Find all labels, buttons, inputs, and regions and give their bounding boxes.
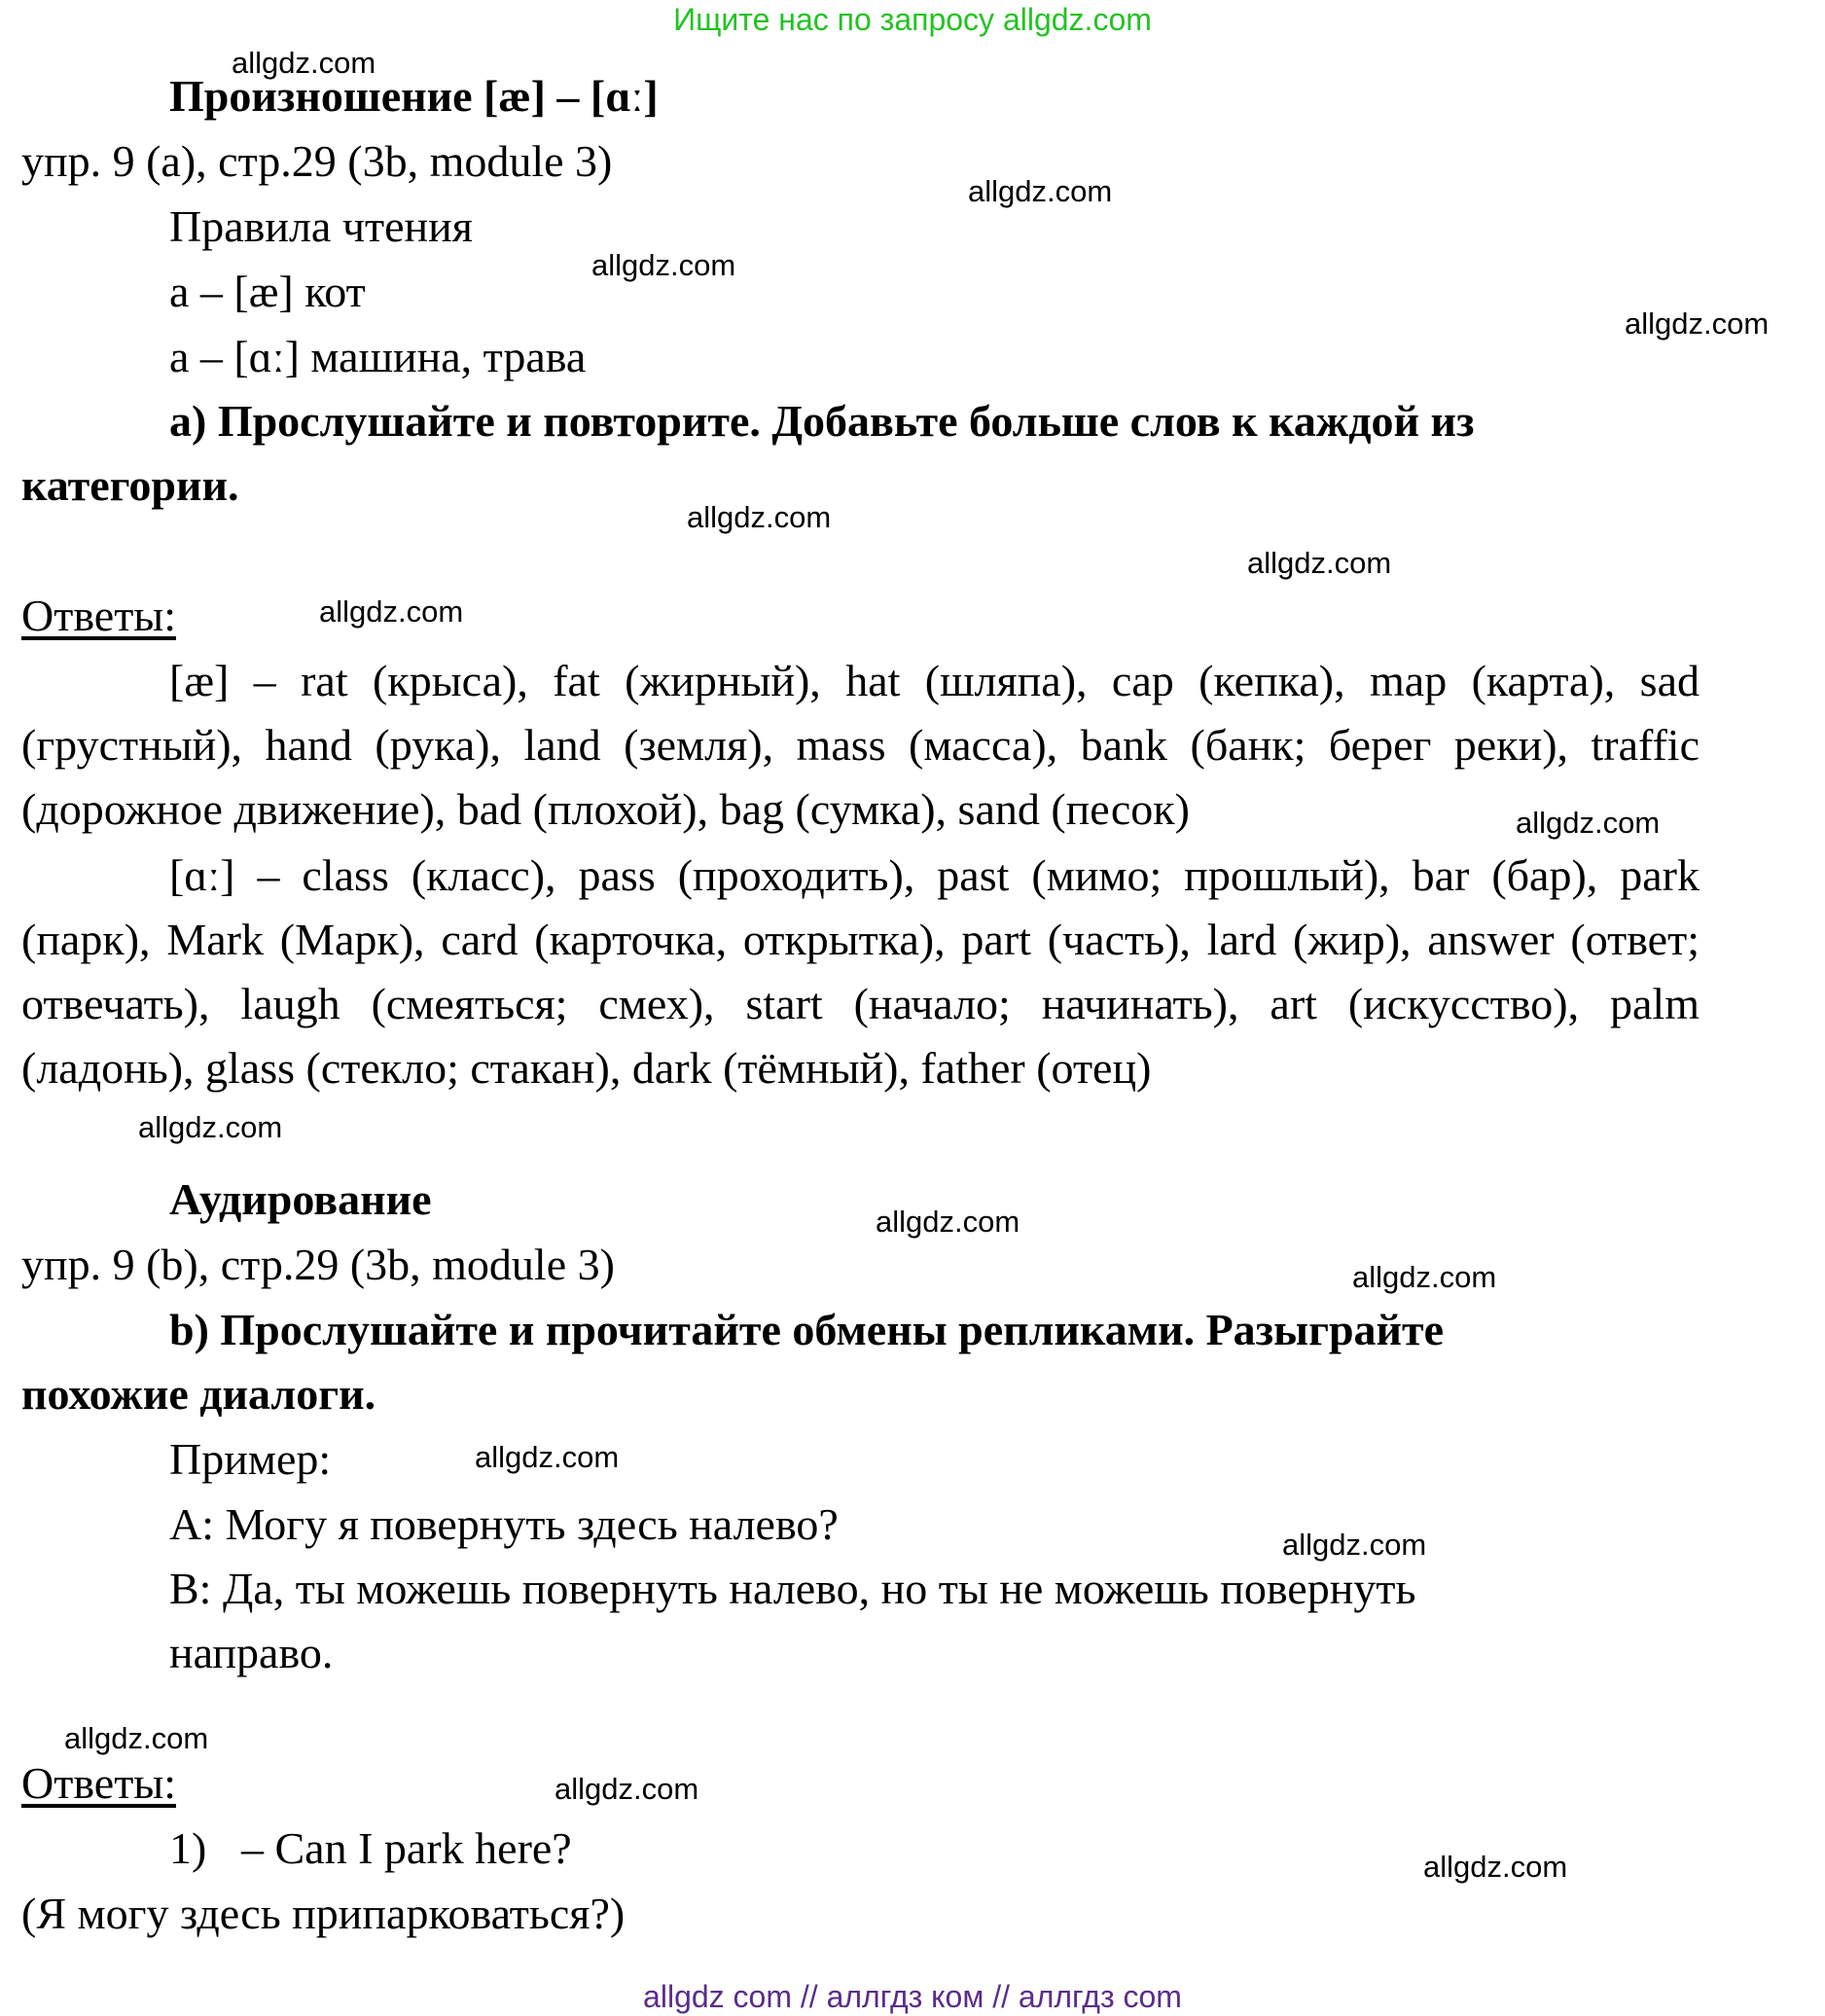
watermark: allgdz.com bbox=[475, 1440, 620, 1474]
watermark: allgdz.com bbox=[1625, 306, 1770, 341]
watermark: allgdz.com bbox=[591, 248, 736, 282]
section2-answers-label: Ответы: bbox=[21, 1758, 176, 1808]
watermark: allgdz.com bbox=[1516, 806, 1661, 840]
rule-ae: a – [æ] кот bbox=[169, 267, 366, 316]
reading-rules-title: Правила чтения bbox=[169, 201, 473, 251]
example-line-a: A: Могу я повернуть здесь налево? bbox=[169, 1499, 839, 1549]
rule-aa: a – [ɑː] машина, трава bbox=[169, 332, 587, 381]
watermark: allgdz.com bbox=[968, 174, 1113, 208]
answer-ae-words: [æ] – rat (крыса), fat (жирный), hat (шляпа), cap (кепка), map (карта), sad (грустный), hand (рука), land (земля), mass (масса), bank (банк; берег реки), traffic (дорожное движение), bad (плохой), bag (сумка), sand (песок) bbox=[21, 656, 1700, 834]
watermark: allgdz.com bbox=[64, 1721, 209, 1755]
section1-answers-label: Ответы: bbox=[21, 591, 176, 640]
section1-heading: Произношение [æ] – [ɑː] bbox=[169, 71, 659, 121]
answer-aa-words: [ɑː] – class (класс), pass (проходить), past (мимо; прошлый), bar (бар), park (парк), Mark (Марк), card (карточка, открытка), part (часть), lard (жир), answer (ответ; отвечать), laugh (смеяться; смех), start (начало; начинать), art (искусство), palm (ладонь), glass (стекло; стакан), dark (тёмный), father (отец) bbox=[21, 850, 1700, 1093]
top-banner-link[interactable]: Ищите нас по запросу allgdz.com bbox=[673, 2, 1152, 37]
watermark: allgdz.com bbox=[1282, 1528, 1427, 1562]
answer1-number: 1) bbox=[169, 1823, 207, 1873]
section2-task: b) Прослушайте и прочитайте обмены репликами. Разыграйте похожие диалоги. bbox=[21, 1305, 1445, 1419]
watermark: allgdz.com bbox=[687, 500, 832, 534]
watermark: allgdz.com bbox=[555, 1772, 699, 1806]
watermark: allgdz.com bbox=[138, 1110, 283, 1144]
section2-exercise-ref: упр. 9 (b), стр.29 (3b, module 3) bbox=[21, 1240, 615, 1289]
watermark: allgdz.com bbox=[1423, 1850, 1568, 1884]
watermark: allgdz.com bbox=[876, 1205, 1020, 1239]
example-line-b: B: Да, ты можешь повернуть налево, но ты не можешь повернуть направо. bbox=[169, 1564, 1416, 1677]
watermark: allgdz.com bbox=[1352, 1260, 1497, 1294]
section1-task: а) Прослушайте и повторите. Добавьте больше слов к каждой из категории. bbox=[21, 396, 1475, 510]
bottom-banner-link[interactable]: allgdz com // аллгдз ком // аллгдз com bbox=[643, 1979, 1182, 2014]
watermark: allgdz.com bbox=[1247, 546, 1392, 580]
watermark: allgdz.com bbox=[232, 46, 376, 80]
section2-heading: Аудирование bbox=[169, 1174, 432, 1224]
example-label: Пример: bbox=[169, 1434, 332, 1484]
answer1-text: – Can I park here? bbox=[241, 1823, 572, 1873]
answer1-translation: (Я могу здесь припарковаться?) bbox=[21, 1889, 626, 1938]
section1-exercise-ref: упр. 9 (a), стр.29 (3b, module 3) bbox=[21, 136, 613, 186]
watermark: allgdz.com bbox=[319, 594, 464, 629]
